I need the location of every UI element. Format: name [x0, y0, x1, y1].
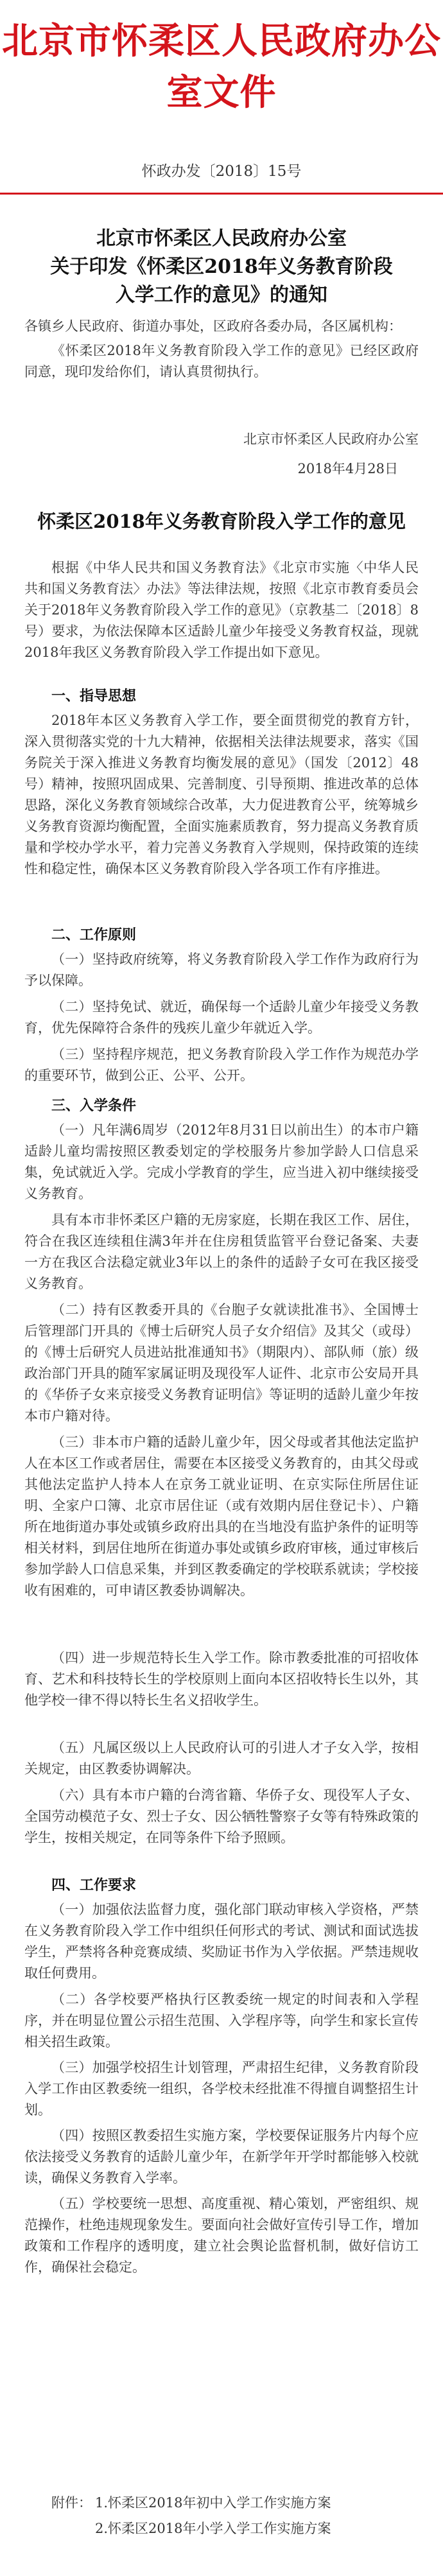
notice-title-line: 关于印发《怀柔区2018年义务教育阶段 — [50, 256, 393, 278]
notice-title — [0, 225, 443, 309]
notice-addressee: 各镇乡人民政府、街道办事处，区政府各委办局，各区属机构： — [24, 318, 402, 334]
section-paragraph: （二）坚持免试、就近，确保每一个适龄儿童少年接受义务教育，优先保障符合条件的残疾儿童少年就近入学。 — [24, 999, 419, 1036]
section-paragraph: （三）坚持程序规范，把义务教育阶段入学工作作为规范办学的重要环节，做到公正、公平、公开。 — [24, 1047, 419, 1083]
opinion-intro: 根据《中华人民共和国义务教育法》《北京市实施〈中华人民共和国义务教育法〉办法》等法律法规，按照《北京市教育委员会关于2018年义务教育阶段入学工作的意见》（京教基二〔2018〕8号）要求，为依法保障本区适龄儿童少年接受义务教育权益，现就2018年我区义务教育阶段入学工作提出如下意见。 — [24, 560, 419, 660]
section-paragraph: （一）坚持政府统筹，将义务教育阶段入学工作作为政府行为予以保障。 — [24, 952, 419, 988]
notice-signature: 北京市怀柔区人民政府办公室 — [243, 431, 419, 447]
attachment-item: 1.怀柔区2018年初中入学工作实施方案 — [95, 2495, 331, 2511]
document-red-header: 北京市怀柔区人民政府办公室文件 — [2, 20, 441, 114]
section-paragraph: 具有本市非怀柔区户籍的无房家庭，长期在我区工作、居住，符合在我区连续租住满3年并在住房租赁监管平台登记备案、夫妻一方在我区合法稳定就业3年以上的条件的适龄子女可在我区接受义务教育。 — [24, 1212, 419, 1291]
notice-title-line: 北京市怀柔区人民政府办公室 — [96, 227, 347, 250]
section-paragraph: （二）各学校要严格执行区教委统一规定的时间表和入学程序，并在明显位置公示招生范围、入学程序等，向学生和家长宣传相关招生政策。 — [24, 1992, 419, 2049]
section-paragraph: （四）进一步规范特长生入学工作。除市教委批准的可招收体育、艺术和科技特长生的学校原则上面向本区招收特长生以外，其他学校一律不得以特长生名义招收学生。 — [24, 1650, 419, 1708]
section-paragraph: （二）持有区教委开具的《台胞子女就读批准书》、全国博士后管理部门开具的《博士后研究人员子女介绍信》及其父（或母）的《博士后研究人员进站批准通知书》（期限内）、部队师（旅）级政治部门开具的随军家属证明及现役军人证件、北京市公安局开具的《华侨子女来京接受义务教育证明信》等证明的适龄儿童少年按本市户籍对待。 — [24, 1302, 419, 1423]
notice-title-line: 入学工作的意见》的通知 — [116, 284, 327, 306]
section-paragraph: （一）凡年满6周岁（2012年8月31日以前出生）的本市户籍适龄儿童均需按照区教委划定的学校服务片参加学龄人口信息采集，免试就近入学。完成小学教育的学生，应当进入初中继续接受义务教育。 — [24, 1122, 419, 1201]
section-heading: 四、工作要求 — [51, 1877, 137, 1893]
section-paragraph: （三）非本市户籍的适龄儿童少年，因父母或者其他法定监护人在本区工作或者居住，需要在本区接受义务教育的，由其父母或其他法定监护人持本人在京务工就业证明、在京实际住所居住证明、全家户口簿、北京市居住证（或有效期内居住登记卡）、户籍所在地街道办事处或镇乡政府出具的在当地没有监护条件的证明等相关材料，到居住地所在街道办事处或镇乡政府审核，通过审核后参加学龄人口信息采集，并到区教委确定的学校联系就读；学校接收有困难的，可申请区教委协调解决。 — [24, 1434, 419, 1598]
notice-body: 《怀柔区2018年义务教育阶段入学工作的意见》已经区政府同意，现印发给你们，请认真贯彻执行。 — [24, 343, 419, 379]
opinion-title: 怀柔区2018年义务教育阶段入学工作的意见 — [37, 510, 406, 532]
section-paragraph: （五）学校要统一思想、高度重视、精心策划，严密组织、规范操作，杜绝违规现象发生。要面向社会做好宣传引导工作，增加政策和工作程序的透明度，建立社会舆论监督机制，做好信访工作，确保社会稳定。 — [24, 2196, 419, 2275]
notice-date: 2018年4月28日 — [297, 461, 398, 476]
section-heading: 二、工作原则 — [51, 927, 137, 943]
section-paragraph: （一）加强依法监督力度，强化部门联动审核入学资格，严禁在义务教育阶段入学工作中组织任何形式的考试、测试和面试选拔学生，严禁将各种竞赛成绩、奖励证书作为入学依据。严禁违规收取任何费用。 — [24, 1902, 419, 1981]
red-divider-line — [0, 193, 443, 195]
document-number: 怀政办发〔2018〕15号 — [141, 163, 302, 180]
section-paragraph: 2018年本区义务教育入学工作，要全面贯彻党的教育方针，深入贯彻落实党的十九大精神，依据相关法律法规要求，落实《国务院关于深入推进义务教育均衡发展的意见》（国发〔2012〕48号）精神，按照巩固成果、完善制度、引导预期、推进改革的总体思路，深化义务教育领域综合改革，大力促进教育公平，统筹城乡义务教育资源均衡配置，全面实施素质教育，努力提高义务教育质量和学校办学水平，着力完善义务教育入学规则，保持政策的连续性和稳定性，确保本区义务教育阶段入学各项工作有序推进。 — [24, 713, 419, 876]
section-heading: 三、入学条件 — [51, 1098, 137, 1114]
section-paragraph: （三）加强学校招生计划管理，严肃招生纪律，义务教育阶段入学工作由区教委统一组织，各学校未经批准不得擅自调整招生计划。 — [24, 2060, 419, 2118]
attachment-item: 2.怀柔区2018年小学入学工作实施方案 — [95, 2521, 331, 2536]
section-paragraph: （五）凡属区级以上人民政府认可的引进人才子女入学，按相关规定，由区教委协调解决。 — [24, 1740, 419, 1777]
section-paragraph: （四）按照区教委招生实施方案，学校要保证服务片内每个应依法接受义务教育的适龄儿童少年，在新学年开学时都能够入校就读，确保义务教育入学率。 — [24, 2128, 419, 2186]
section-paragraph: （六）具有本市户籍的台湾省籍、华侨子女、现役军人子女、全国劳动模范子女、烈士子女、因公牺牲警察子女等有特殊政策的学生，按相关规定，在同等条件下给予照顾。 — [24, 1788, 419, 1845]
section-heading: 一、指导思想 — [51, 688, 137, 704]
attachments-label: 附件： — [51, 2495, 92, 2511]
